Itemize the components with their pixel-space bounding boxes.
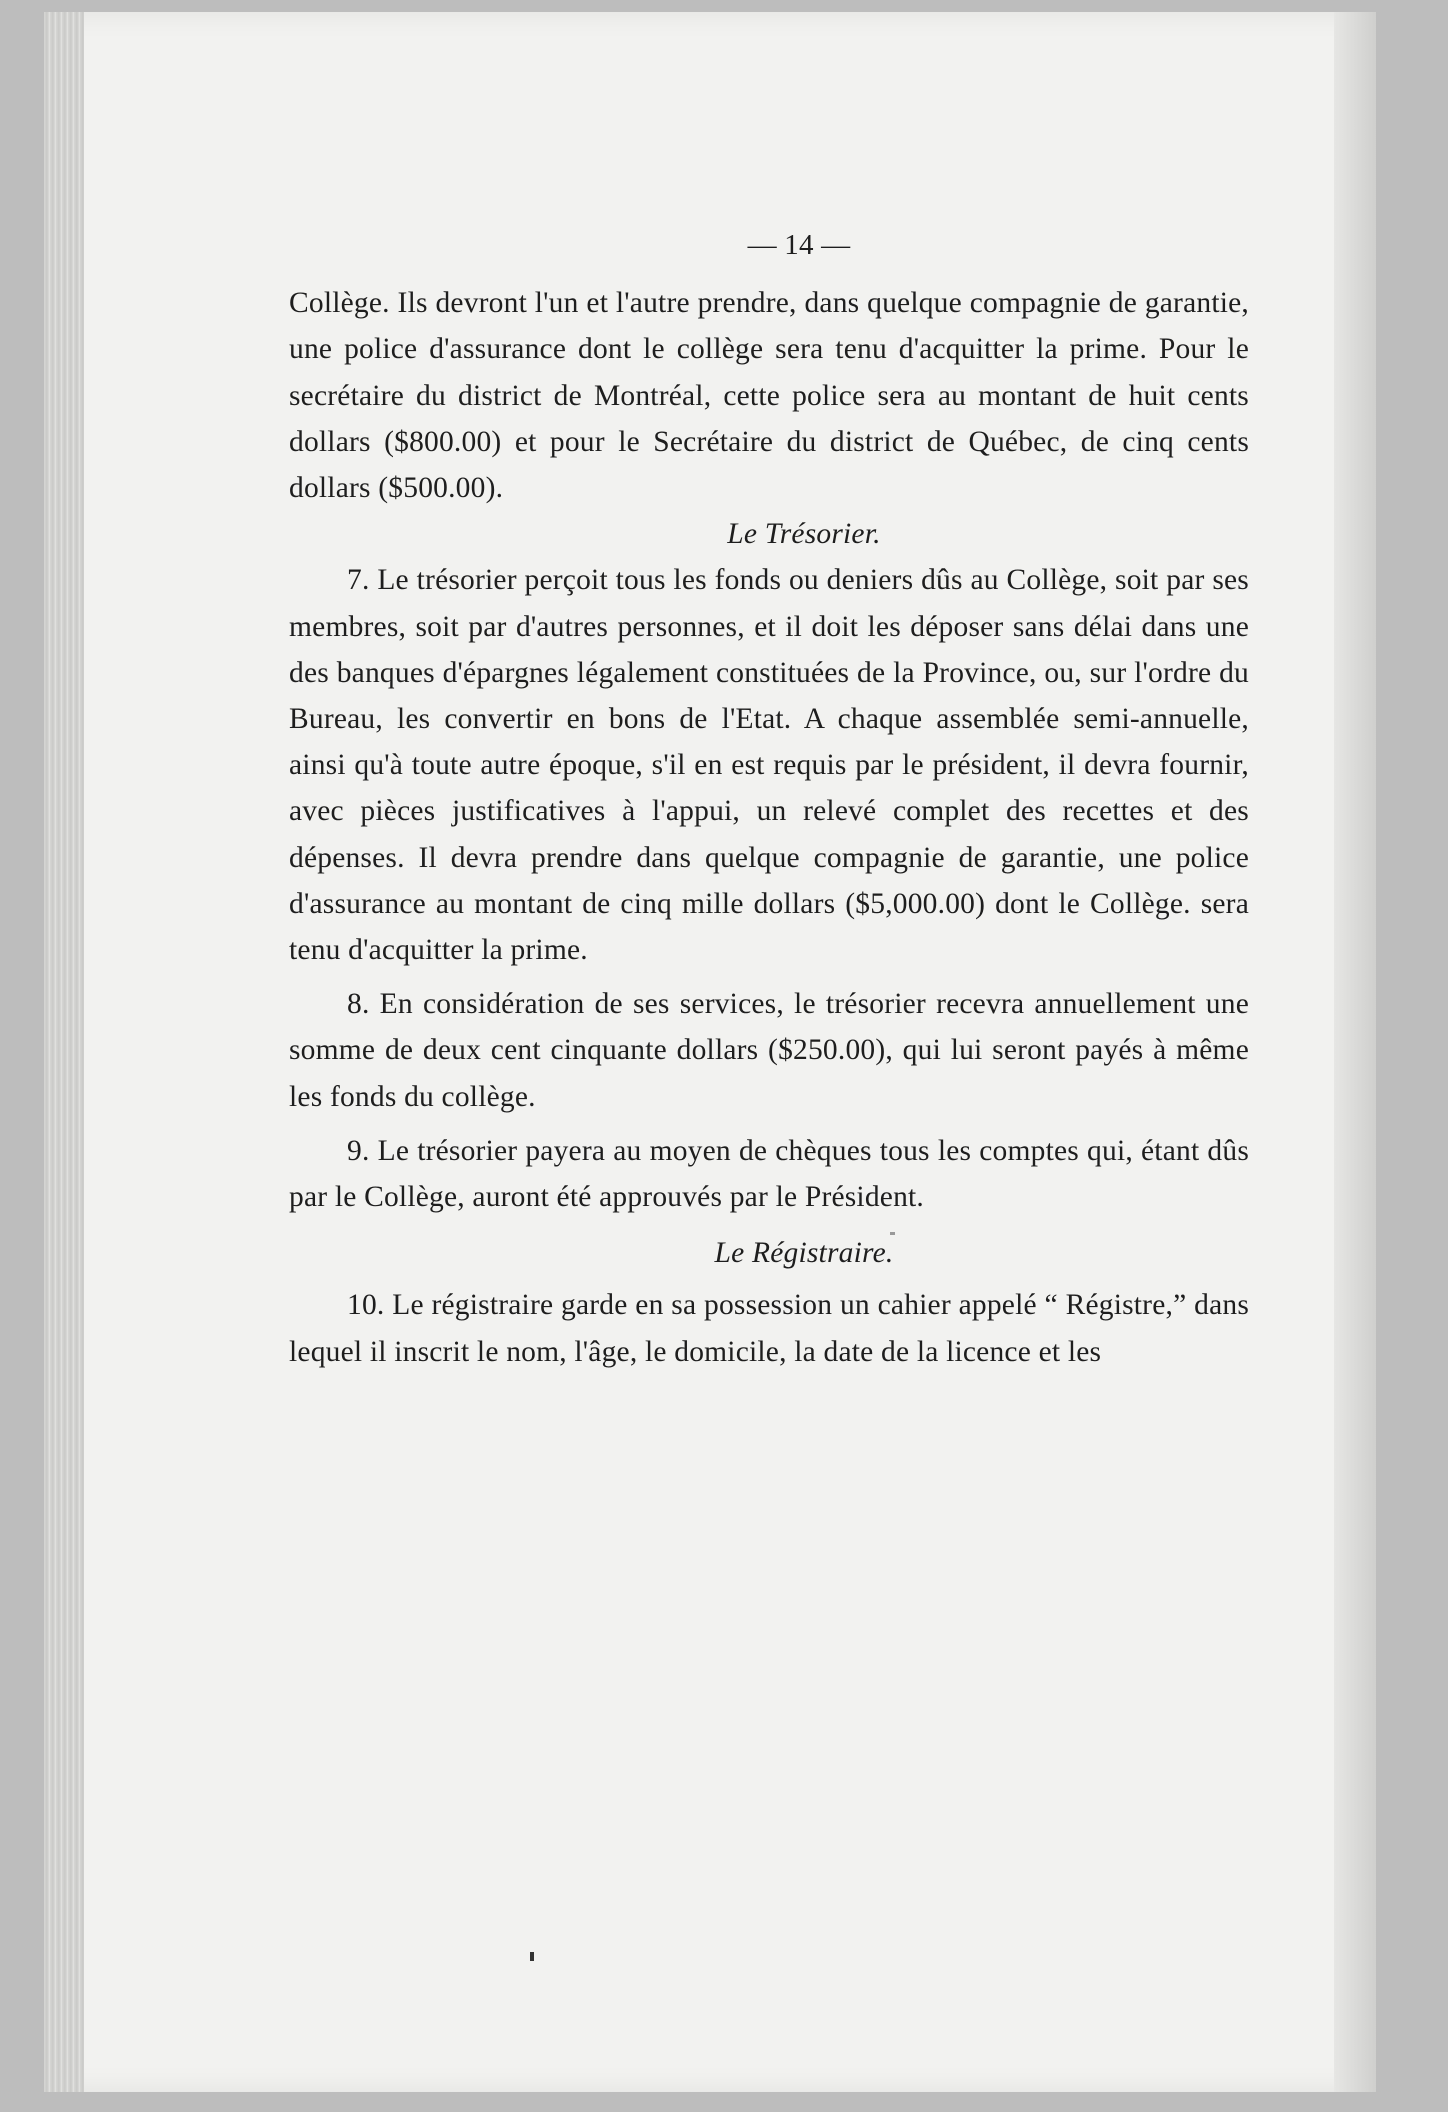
page-binding-edge	[44, 12, 84, 2092]
section-heading-tresorier: Le Trésorier.	[727, 518, 881, 551]
ink-speck	[530, 1952, 534, 1961]
page-number: — 14 —	[747, 229, 851, 261]
section-heading-registraire: Le Régistraire.	[714, 1237, 894, 1270]
book-page	[44, 12, 1376, 2092]
paragraph-article-9: 9. Le trésorier payera au moyen de chèques tous les comptes qui, étant dûs par le Collège, auront été approuvés par le Président.	[289, 1134, 1249, 1214]
page-text-block	[289, 222, 1249, 1375]
page-gutter-shadow	[1334, 12, 1376, 2092]
ink-speck	[890, 1232, 895, 1235]
paragraph-article-8: 8. En considération de ses services, le trésorier recevra annuellement une somme de deux cent cinquante dollars ($250.00), qui lui seront payés à même les fonds du collège.	[289, 988, 1249, 1113]
paragraph-article-7: 7. Le trésorier perçoit tous les fonds ou deniers dûs au Collège, soit par ses membres, soit par d'autres personnes, et il doit les déposer sans délai dans une des banques d'épargnes légalement constituées de la Province, ou, sur l'ordre du Bureau, les convertir en bons de l'Etat. A chaque assemblée semi-annuelle, ainsi qu'à toute autre époque, s'il en est requis par le président, il devra fournir, avec pièces justificatives à l'appui, un relevé complet des recettes et des dépenses. Il devra prendre dans quelque compagnie de garantie, une police d'assurance au montant de cinq mille dollars ($5,000.00) dont le Collège. sera tenu d'acquitter la prime.	[289, 564, 1249, 967]
paragraph-article-10: 10. Le régistraire garde en sa possession un cahier appelé “ Régistre,” dans lequel il inscrit le nom, l'âge, le domicile, la date de la licence et les	[289, 1289, 1249, 1368]
paragraph-continued: Collège. Ils devront l'un et l'autre prendre, dans quelque compagnie de garantie, une police d'assurance dont le collège sera tenu d'acquitter la prime. Pour le secrétaire du district de Montréal, cette police sera au montant de huit cents dollars ($800.00) et pour le Secrétaire du district de Québec, de cinq cents dollars ($500.00).	[289, 287, 1249, 505]
